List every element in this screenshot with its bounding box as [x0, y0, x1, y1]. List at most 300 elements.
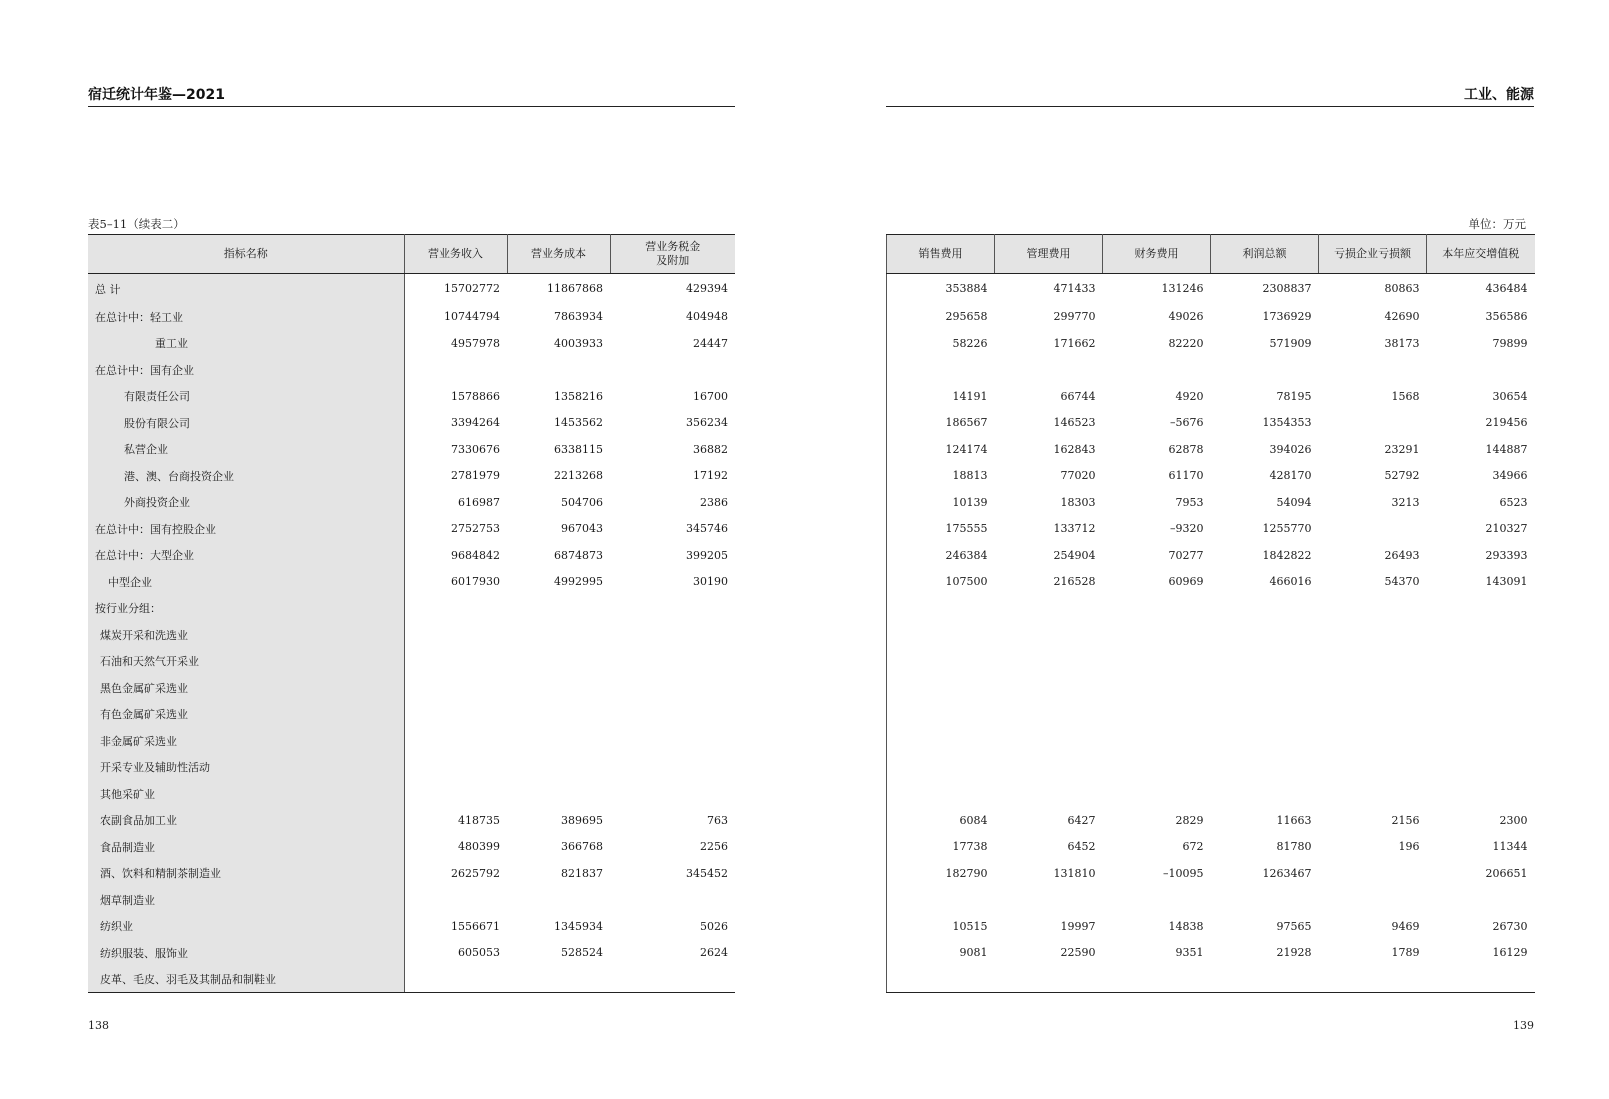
table-cell: 14191 — [887, 383, 995, 410]
table-cell: 293393 — [1485, 548, 1528, 562]
table-cell — [887, 728, 995, 755]
table-cell: 24447 — [693, 336, 728, 350]
table-cell: 1578866 — [451, 389, 500, 403]
table-row — [88, 622, 735, 649]
table-row — [887, 463, 1535, 490]
row-label: 重工业 — [88, 330, 404, 357]
table-cell: 11867868 — [547, 282, 603, 296]
right-header-row — [887, 235, 1535, 274]
table-cell — [1103, 622, 1211, 649]
table-cell: 97565 — [1276, 919, 1312, 933]
table-cell: 80863 — [1384, 282, 1420, 296]
running-head-book-title: 宿迁统计年鉴—2021 — [88, 86, 735, 107]
table-cell — [1103, 675, 1211, 702]
table-cell: 22590 — [1060, 946, 1096, 960]
table-row — [887, 304, 1535, 331]
unit-label: 单位：万元 — [1468, 217, 1526, 231]
table-row — [88, 542, 735, 569]
table-cell: 2624 — [700, 946, 728, 960]
table-cell: 1255770 — [1262, 522, 1312, 536]
table-row — [88, 330, 735, 357]
row-label: 黑色金属矿采选业 — [88, 675, 404, 702]
table-cell: 605053 — [458, 946, 500, 960]
table-row — [88, 516, 735, 543]
table-cell — [1103, 966, 1211, 993]
table-cell: –9320 — [1170, 522, 1204, 536]
row-label: 外商投资企业 — [88, 489, 404, 516]
table-row — [88, 887, 735, 914]
table-cell: 143091 — [1485, 575, 1528, 589]
row-label: 有色金属矿采选业 — [88, 701, 404, 728]
table-cell: 480399 — [458, 840, 500, 854]
column-header: 营业务成本 — [507, 235, 610, 274]
table-cell — [887, 648, 995, 675]
table-cell — [1427, 648, 1535, 675]
table-cell — [887, 595, 995, 622]
table-cell: 133712 — [1053, 522, 1096, 536]
table-row — [88, 383, 735, 410]
table-cell: 299770 — [1053, 310, 1096, 324]
table-cell — [1427, 622, 1535, 649]
table-cell — [1319, 701, 1427, 728]
table-cell — [1319, 675, 1427, 702]
table-cell: 30190 — [693, 575, 728, 589]
table-cell — [1103, 595, 1211, 622]
table-row — [88, 357, 735, 384]
table-cell: 18303 — [1060, 495, 1096, 509]
table-cell — [1103, 701, 1211, 728]
table-row — [887, 383, 1535, 410]
table-cell: 131246 — [1161, 282, 1204, 296]
table-cell: 9684842 — [451, 548, 500, 562]
row-label: 食品制造业 — [88, 834, 404, 861]
table-row — [88, 489, 735, 516]
table-row — [887, 436, 1535, 463]
table-cell — [887, 887, 995, 914]
table-cell — [610, 701, 735, 728]
table-cell: 78195 — [1276, 389, 1312, 403]
table-cell — [507, 754, 610, 781]
table-cell: 246384 — [887, 542, 995, 569]
table-cell: 16700 — [693, 389, 728, 403]
table-cell: 2386 — [700, 495, 728, 509]
table-cell: 394026 — [1269, 442, 1312, 456]
column-header: 营业务收入 — [404, 235, 507, 274]
row-label: 有限责任公司 — [88, 383, 404, 410]
table-row — [88, 807, 735, 834]
table-cell: 61170 — [1168, 469, 1204, 483]
table-cell: 4992995 — [554, 575, 603, 589]
table-cell — [610, 622, 735, 649]
column-header: 本年应交增值税 — [1427, 235, 1535, 274]
table-cell: 1789 — [1391, 946, 1420, 960]
table-row — [887, 569, 1535, 596]
table-row — [88, 834, 735, 861]
table-row — [88, 913, 735, 940]
row-label: 中型企业 — [88, 569, 404, 596]
table-cell — [995, 754, 1103, 781]
table-cell: 216528 — [1053, 575, 1096, 589]
table-cell: 10515 — [887, 913, 995, 940]
table-cell: 6338115 — [554, 442, 603, 456]
table-cell: 2781979 — [451, 469, 500, 483]
table-cell — [1103, 357, 1211, 384]
page-number: 138 — [88, 1019, 109, 1032]
table-cell — [995, 887, 1103, 914]
table-row — [887, 622, 1535, 649]
table-cell: 6523 — [1499, 495, 1528, 509]
table-cell: 366768 — [561, 840, 603, 854]
table-cell — [404, 728, 507, 755]
table-cell — [404, 781, 507, 808]
table-row — [887, 807, 1535, 834]
table-cell: –10095 — [1163, 866, 1204, 880]
table-cell — [507, 675, 610, 702]
table-cell — [610, 595, 735, 622]
table-row — [88, 675, 735, 702]
row-label: 纺织服装、服饰业 — [88, 940, 404, 967]
row-label: 煤炭开采和洗选业 — [88, 622, 404, 649]
right-data-table — [886, 234, 1535, 993]
column-header: 管理费用 — [995, 235, 1103, 274]
table-cell: 1556671 — [451, 919, 500, 933]
table-cell — [1319, 728, 1427, 755]
table-cell: 54370 — [1384, 575, 1420, 589]
table-cell — [1427, 595, 1535, 622]
table-cell — [887, 781, 995, 808]
table-cell — [887, 754, 995, 781]
table-cell — [1427, 701, 1535, 728]
row-label: 在总计中：轻工业 — [88, 304, 404, 331]
table-row — [887, 675, 1535, 702]
table-row — [887, 887, 1535, 914]
table-cell: 6084 — [887, 807, 995, 834]
table-cell: 2829 — [1175, 813, 1204, 827]
table-row — [887, 754, 1535, 781]
table-cell: 763 — [707, 813, 728, 827]
table-cell — [995, 675, 1103, 702]
table-cell — [1319, 648, 1427, 675]
table-cell — [610, 966, 735, 993]
left-header-row — [88, 235, 735, 274]
table-cell — [1103, 781, 1211, 808]
table-caption: 表5–11（续表二） — [88, 217, 185, 231]
table-cell: 616987 — [458, 495, 500, 509]
table-cell — [1427, 887, 1535, 914]
table-cell — [610, 887, 735, 914]
table-cell — [1211, 648, 1319, 675]
table-row — [887, 542, 1535, 569]
table-cell — [1427, 728, 1535, 755]
table-cell: 14838 — [1168, 919, 1204, 933]
table-cell: 42690 — [1384, 310, 1420, 324]
table-cell — [507, 966, 610, 993]
table-row — [887, 357, 1535, 384]
table-row — [887, 966, 1535, 993]
table-cell: 171662 — [1053, 336, 1096, 350]
table-cell: 466016 — [1269, 575, 1312, 589]
table-cell — [995, 622, 1103, 649]
table-cell: 49026 — [1168, 310, 1204, 324]
table-cell: 1358216 — [554, 389, 603, 403]
table-row — [887, 913, 1535, 940]
table-cell: 131810 — [1053, 866, 1096, 880]
table-cell — [887, 357, 995, 384]
table-cell — [507, 887, 610, 914]
table-cell: 79899 — [1492, 336, 1528, 350]
table-row — [88, 728, 735, 755]
table-cell: 9469 — [1391, 919, 1420, 933]
table-cell — [1319, 887, 1427, 914]
table-cell: 81780 — [1276, 840, 1312, 854]
table-cell: 196 — [1398, 840, 1420, 854]
table-cell: 436484 — [1485, 282, 1528, 296]
table-cell — [404, 754, 507, 781]
table-cell: 18813 — [887, 463, 995, 490]
table-cell: 429394 — [686, 282, 728, 296]
table-cell: 21928 — [1276, 946, 1312, 960]
row-label: 烟草制造业 — [88, 887, 404, 914]
table-cell — [507, 648, 610, 675]
table-cell — [1211, 966, 1319, 993]
table-cell — [1319, 622, 1427, 649]
table-cell: 19997 — [1060, 919, 1096, 933]
table-cell: 107500 — [887, 569, 995, 596]
table-cell: 2156 — [1391, 813, 1420, 827]
table-cell — [887, 966, 995, 993]
table-cell: 26493 — [1384, 548, 1420, 562]
table-cell — [1211, 754, 1319, 781]
column-header: 营业务税金 及附加 — [610, 235, 735, 274]
table-cell: 389695 — [561, 813, 603, 827]
table-cell: 571909 — [1269, 336, 1312, 350]
table-cell: 2625792 — [451, 866, 500, 880]
table-cell: 206651 — [1485, 866, 1528, 880]
table-row — [887, 781, 1535, 808]
table-cell: –5676 — [1170, 416, 1204, 430]
column-header: 销售费用 — [887, 235, 995, 274]
table-cell: 6427 — [1067, 813, 1096, 827]
table-cell — [1319, 754, 1427, 781]
table-cell: 2752753 — [451, 522, 500, 536]
table-cell: 146523 — [1053, 416, 1096, 430]
table-cell: 418735 — [458, 813, 500, 827]
table-cell — [1211, 728, 1319, 755]
column-header: 利润总额 — [1211, 235, 1319, 274]
table-row — [887, 940, 1535, 967]
table-cell: 182790 — [887, 860, 995, 887]
table-cell: 26730 — [1492, 919, 1528, 933]
table-cell: 36882 — [693, 442, 728, 456]
table-cell: 10139 — [887, 489, 995, 516]
table-cell: 6017930 — [451, 575, 500, 589]
table-cell: 77020 — [1060, 469, 1096, 483]
table-cell — [887, 622, 995, 649]
table-cell: 17738 — [887, 834, 995, 861]
table-cell: 1263467 — [1262, 866, 1312, 880]
table-cell: 1842822 — [1262, 548, 1312, 562]
table-cell: 295658 — [887, 304, 995, 331]
table-cell — [404, 966, 507, 993]
table-cell: 219456 — [1485, 416, 1528, 430]
row-label: 股份有限公司 — [88, 410, 404, 437]
table-cell — [1211, 675, 1319, 702]
table-cell: 1354353 — [1262, 416, 1312, 430]
table-cell: 672 — [1182, 840, 1204, 854]
row-label: 酒、饮料和精制茶制造业 — [88, 860, 404, 887]
table-cell: 58226 — [887, 330, 995, 357]
table-cell — [1103, 887, 1211, 914]
table-cell — [1319, 410, 1427, 437]
table-cell: 4957978 — [451, 336, 500, 350]
table-cell: 967043 — [561, 522, 603, 536]
table-cell: 124174 — [887, 436, 995, 463]
table-cell: 82220 — [1168, 336, 1204, 350]
table-cell — [995, 648, 1103, 675]
table-cell: 7953 — [1175, 495, 1204, 509]
table-cell: 504706 — [561, 495, 603, 509]
table-cell — [995, 966, 1103, 993]
table-cell: 6874873 — [554, 548, 603, 562]
table-cell: 54094 — [1276, 495, 1312, 509]
row-label: 农副食品加工业 — [88, 807, 404, 834]
table-cell: 254904 — [1053, 548, 1096, 562]
table-row — [88, 940, 735, 967]
table-cell — [995, 781, 1103, 808]
table-cell: 11663 — [1276, 813, 1312, 827]
table-row — [887, 860, 1535, 887]
row-label: 私营企业 — [88, 436, 404, 463]
table-row — [88, 966, 735, 993]
table-cell: 4003933 — [554, 336, 603, 350]
row-label: 在总计中：国有企业 — [88, 357, 404, 384]
row-label: 皮革、毛皮、羽毛及其制品和制鞋业 — [88, 966, 404, 993]
table-cell: 2213268 — [554, 469, 603, 483]
table-cell — [1103, 648, 1211, 675]
table-cell — [1319, 860, 1427, 887]
table-cell: 353884 — [887, 274, 995, 304]
table-cell: 345746 — [686, 522, 728, 536]
table-cell: 144887 — [1485, 442, 1528, 456]
table-cell — [507, 622, 610, 649]
table-row — [887, 834, 1535, 861]
table-cell — [887, 701, 995, 728]
table-cell — [1103, 728, 1211, 755]
column-header: 财务费用 — [1103, 235, 1211, 274]
page-number: 139 — [1513, 1019, 1534, 1032]
table-row — [88, 274, 735, 304]
table-cell: 11344 — [1492, 840, 1528, 854]
table-cell: 186567 — [887, 410, 995, 437]
table-cell — [1319, 781, 1427, 808]
table-cell: 2300 — [1499, 813, 1528, 827]
table-cell: 471433 — [1053, 282, 1096, 296]
table-cell: 1568 — [1391, 389, 1420, 403]
table-cell: 356234 — [686, 416, 728, 430]
table-row — [88, 410, 735, 437]
table-cell: 5026 — [700, 919, 728, 933]
table-cell: 2256 — [700, 840, 728, 854]
table-cell — [887, 675, 995, 702]
table-cell: 23291 — [1384, 442, 1420, 456]
table-cell — [1427, 966, 1535, 993]
table-cell: 52792 — [1384, 469, 1420, 483]
table-cell — [995, 701, 1103, 728]
table-cell: 10744794 — [444, 310, 500, 324]
table-row — [887, 410, 1535, 437]
left-data-table — [88, 234, 735, 993]
row-label: 在总计中：大型企业 — [88, 542, 404, 569]
table-cell — [995, 728, 1103, 755]
table-row — [887, 648, 1535, 675]
table-cell — [1211, 887, 1319, 914]
column-header-indicator-name: 指标名称 — [88, 235, 404, 274]
table-cell — [1319, 516, 1427, 543]
table-cell: 404948 — [686, 310, 728, 324]
table-cell: 162843 — [1053, 442, 1096, 456]
table-row — [88, 701, 735, 728]
row-label: 总 计 — [88, 274, 404, 304]
table-cell — [1319, 595, 1427, 622]
table-cell: 528524 — [561, 946, 603, 960]
table-cell — [995, 595, 1103, 622]
row-label: 在总计中：国有控股企业 — [88, 516, 404, 543]
row-label: 港、澳、台商投资企业 — [88, 463, 404, 490]
table-cell — [507, 357, 610, 384]
row-label: 纺织业 — [88, 913, 404, 940]
table-cell: 62878 — [1168, 442, 1204, 456]
row-label: 其他采矿业 — [88, 781, 404, 808]
table-cell — [1427, 781, 1535, 808]
table-row — [887, 701, 1535, 728]
table-cell: 9351 — [1175, 946, 1204, 960]
table-cell: 3394264 — [451, 416, 500, 430]
table-cell — [507, 595, 610, 622]
table-cell — [610, 357, 735, 384]
table-cell: 17192 — [693, 469, 728, 483]
table-cell — [1427, 357, 1535, 384]
column-header: 亏损企业亏损额 — [1319, 235, 1427, 274]
table-cell — [404, 595, 507, 622]
table-cell: 30654 — [1492, 389, 1528, 403]
table-cell: 2308837 — [1262, 282, 1312, 296]
running-head-chapter-title: 工业、能源 — [886, 86, 1534, 107]
table-cell — [404, 887, 507, 914]
table-cell — [1211, 595, 1319, 622]
table-cell: 345452 — [686, 866, 728, 880]
row-label: 非金属矿采选业 — [88, 728, 404, 755]
table-cell — [1427, 754, 1535, 781]
row-label: 按行业分组： — [88, 595, 404, 622]
table-cell — [404, 648, 507, 675]
table-cell: 821837 — [561, 866, 603, 880]
table-cell: 70277 — [1168, 548, 1204, 562]
table-cell — [507, 728, 610, 755]
table-cell — [995, 357, 1103, 384]
table-row — [887, 516, 1535, 543]
table-cell: 399205 — [686, 548, 728, 562]
table-cell — [610, 754, 735, 781]
left-page — [88, 0, 735, 1099]
table-cell: 3213 — [1391, 495, 1420, 509]
table-cell — [507, 701, 610, 728]
table-cell: 7330676 — [451, 442, 500, 456]
table-cell — [507, 781, 610, 808]
table-cell — [1319, 357, 1427, 384]
table-cell: 15702772 — [444, 282, 500, 296]
table-cell — [1103, 754, 1211, 781]
table-row — [88, 436, 735, 463]
